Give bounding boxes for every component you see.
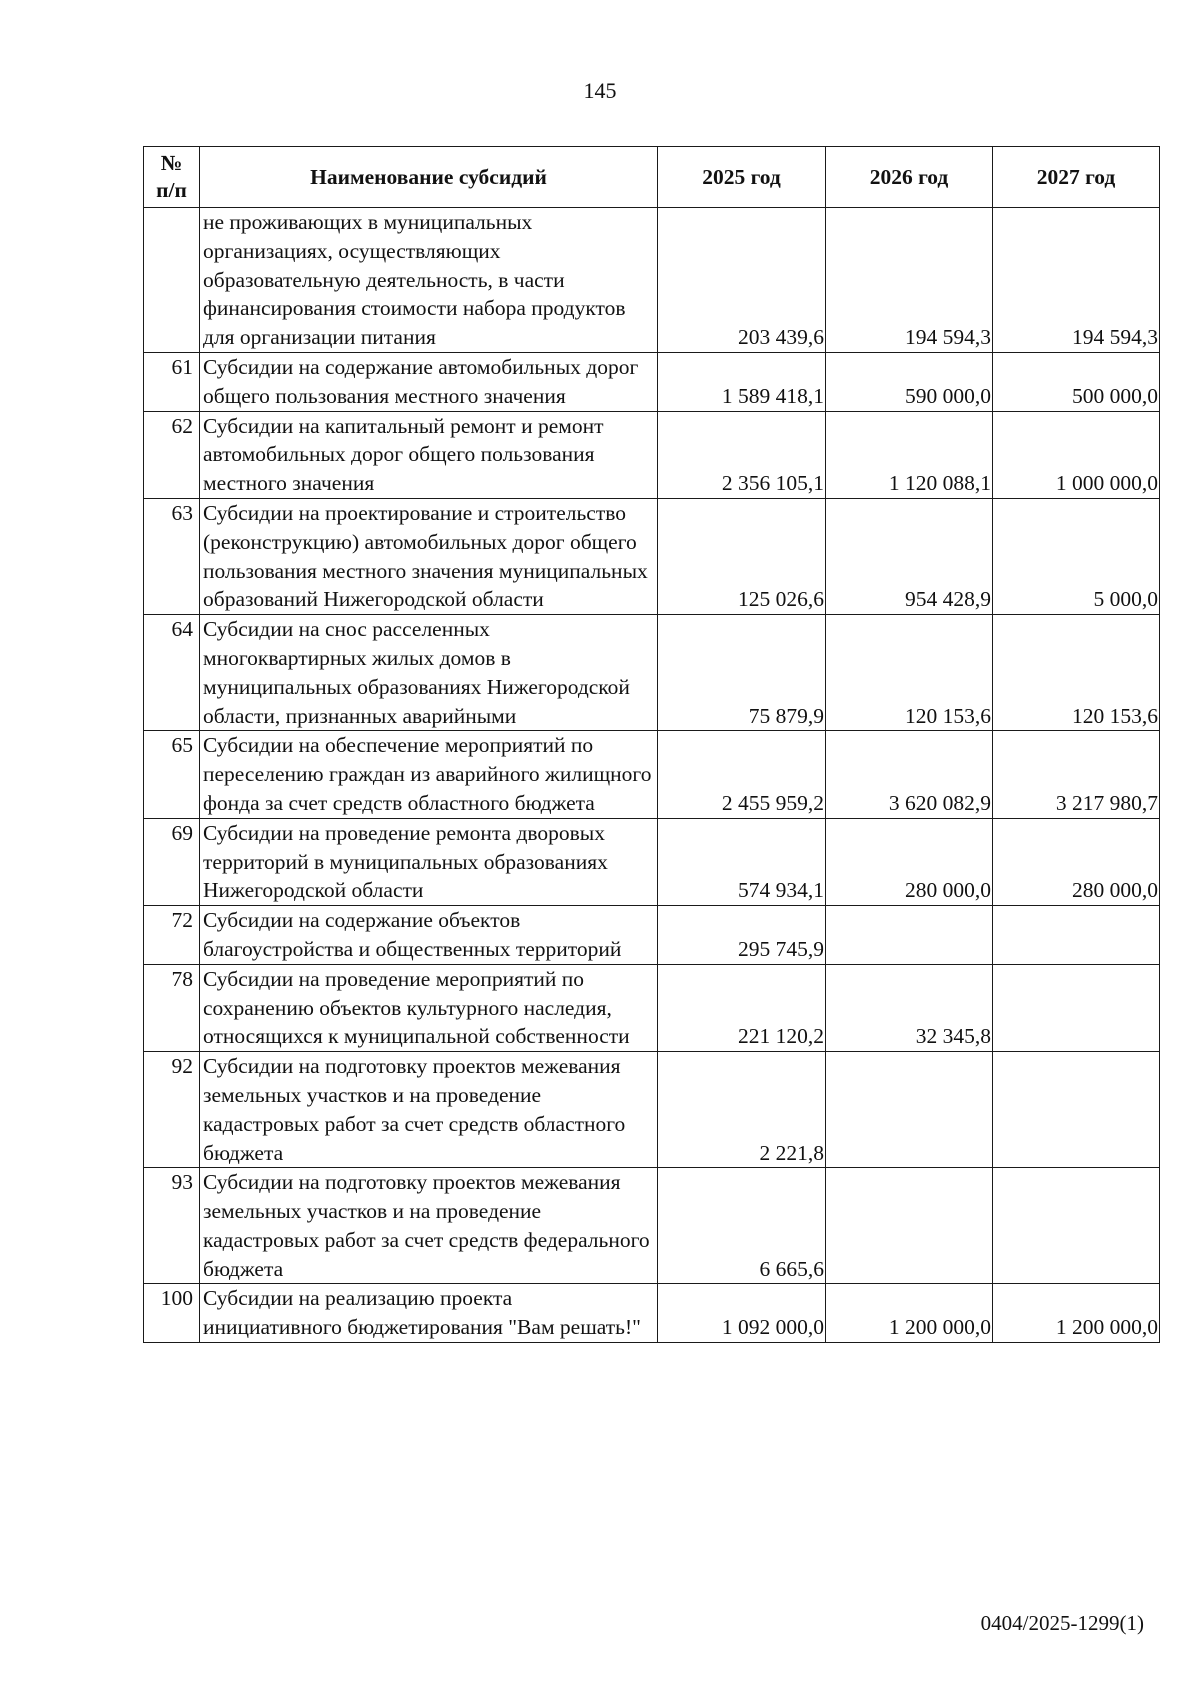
table-body xyxy=(144,208,1160,1343)
subsidy-name: Субсидии на капитальный ремонт и ремонт автомобильных дорог общего пользования местного значения xyxy=(200,411,658,498)
table-row xyxy=(144,411,1160,498)
subsidy-name: Субсидии на подготовку проектов межевания земельных участков и на проведение кадастровых работ за счет средств областного бюджета xyxy=(200,1052,658,1168)
header-2026: 2026 год xyxy=(826,147,993,208)
subsidy-name: не проживающих в муниципальных организациях, осуществляющих образовательную деятельность, в части финансирования стоимости набора продуктов для организации питания xyxy=(200,208,658,353)
row-number: 100 xyxy=(144,1284,200,1343)
value-2027 xyxy=(993,964,1160,1051)
header-2025: 2025 год xyxy=(658,147,826,208)
value-2026: 120 153,6 xyxy=(826,615,993,731)
row-number: 63 xyxy=(144,498,200,614)
value-2025: 6 665,6 xyxy=(658,1168,826,1284)
value-2025: 1 589 418,1 xyxy=(658,352,826,411)
value-2025: 2 455 959,2 xyxy=(658,731,826,818)
page-number: 145 xyxy=(583,78,617,103)
value-2025: 2 356 105,1 xyxy=(658,411,826,498)
value-2026: 3 620 082,9 xyxy=(826,731,993,818)
value-2025: 295 745,9 xyxy=(658,906,826,965)
table-row xyxy=(144,498,1160,614)
value-2025: 75 879,9 xyxy=(658,615,826,731)
value-2026: 280 000,0 xyxy=(826,818,993,905)
value-2026: 194 594,3 xyxy=(826,208,993,353)
value-2025: 1 092 000,0 xyxy=(658,1284,826,1343)
subsidy-name: Субсидии на проектирование и строительство (реконструкцию) автомобильных дорог общего пользования местного значения муниципальных образований Нижегородской области xyxy=(200,498,658,614)
table-row xyxy=(144,818,1160,905)
value-2026 xyxy=(826,906,993,965)
subsidy-name: Субсидии на содержание автомобильных дорог общего пользования местного значения xyxy=(200,352,658,411)
value-2027: 120 153,6 xyxy=(993,615,1160,731)
table-row xyxy=(144,208,1160,353)
table-row xyxy=(144,1168,1160,1284)
table-row xyxy=(144,615,1160,731)
value-2025: 221 120,2 xyxy=(658,964,826,1051)
subsidy-name: Субсидии на снос расселенных многоквартирных жилых домов в муниципальных образованиях Нижегородской области, признанных аварийными xyxy=(200,615,658,731)
table-row xyxy=(144,352,1160,411)
value-2025: 2 221,8 xyxy=(658,1052,826,1168)
row-number: 93 xyxy=(144,1168,200,1284)
value-2026 xyxy=(826,1052,993,1168)
value-2027: 280 000,0 xyxy=(993,818,1160,905)
row-number: 61 xyxy=(144,352,200,411)
table-header-row xyxy=(144,147,1160,208)
value-2027: 3 217 980,7 xyxy=(993,731,1160,818)
subsidy-name: Субсидии на содержание объектов благоустройства и общественных территорий xyxy=(200,906,658,965)
value-2027: 1 000 000,0 xyxy=(993,411,1160,498)
row-number: 62 xyxy=(144,411,200,498)
subsidy-name: Субсидии на подготовку проектов межевания земельных участков и на проведение кадастровых работ за счет средств федерального бюджета xyxy=(200,1168,658,1284)
row-number: 65 xyxy=(144,731,200,818)
subsidy-name: Субсидии на проведение мероприятий по сохранению объектов культурного наследия, относящихся к муниципальной собственности xyxy=(200,964,658,1051)
header-name: Наименование субсидий xyxy=(200,147,658,208)
value-2025: 574 934,1 xyxy=(658,818,826,905)
row-number: 69 xyxy=(144,818,200,905)
row-number: 92 xyxy=(144,1052,200,1168)
subsidy-name: Субсидии на проведение ремонта дворовых территорий в муниципальных образованиях Нижегородской области xyxy=(200,818,658,905)
subsidy-name: Субсидии на реализацию проекта инициативного бюджетирования "Вам решать!" xyxy=(200,1284,658,1343)
value-2026 xyxy=(826,1168,993,1284)
row-number xyxy=(144,208,200,353)
subsidy-name: Субсидии на обеспечение мероприятий по переселению граждан из аварийного жилищного фонда за счет средств областного бюджета xyxy=(200,731,658,818)
value-2026: 590 000,0 xyxy=(826,352,993,411)
table-row xyxy=(144,906,1160,965)
value-2027 xyxy=(993,906,1160,965)
value-2025: 203 439,6 xyxy=(658,208,826,353)
row-number: 78 xyxy=(144,964,200,1051)
row-number: 64 xyxy=(144,615,200,731)
value-2027: 5 000,0 xyxy=(993,498,1160,614)
header-2027: 2027 год xyxy=(993,147,1160,208)
table-row xyxy=(144,1052,1160,1168)
table-row xyxy=(144,964,1160,1051)
header-num: № п/п xyxy=(144,147,200,208)
value-2027: 1 200 000,0 xyxy=(993,1284,1160,1343)
subsidies-table xyxy=(143,146,1160,1343)
value-2027: 194 594,3 xyxy=(993,208,1160,353)
value-2026: 1 200 000,0 xyxy=(826,1284,993,1343)
value-2026: 32 345,8 xyxy=(826,964,993,1051)
value-2027 xyxy=(993,1052,1160,1168)
row-number: 72 xyxy=(144,906,200,965)
document-code: 0404/2025-1299(1) xyxy=(980,1611,1144,1635)
value-2027 xyxy=(993,1168,1160,1284)
value-2026: 954 428,9 xyxy=(826,498,993,614)
table-row xyxy=(144,731,1160,818)
value-2026: 1 120 088,1 xyxy=(826,411,993,498)
value-2027: 500 000,0 xyxy=(993,352,1160,411)
table-row xyxy=(144,1284,1160,1343)
value-2025: 125 026,6 xyxy=(658,498,826,614)
